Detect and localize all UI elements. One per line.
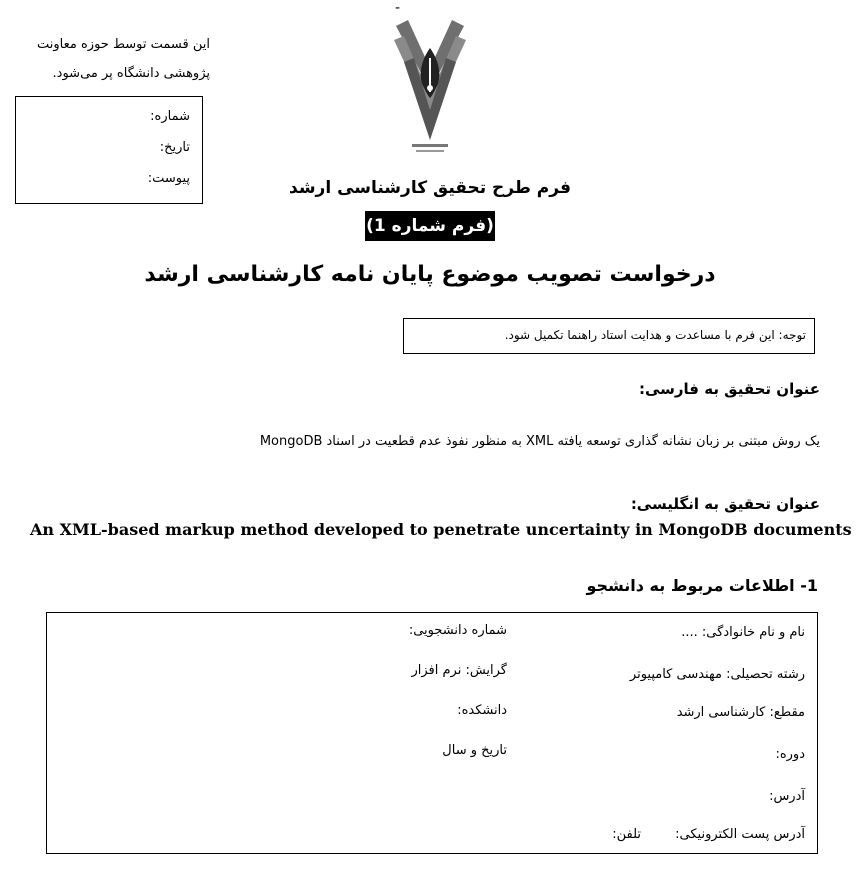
main-title: درخواست تصویب موضوع پایان نامه کارشناسی ارشد bbox=[144, 262, 716, 287]
notice-box: توجه: این فرم با مساعدت و هدایت استاد راهنما تکمیل شود. bbox=[403, 318, 815, 354]
office-use-note bbox=[10, 30, 210, 88]
course-label: دوره: bbox=[775, 747, 805, 762]
name-field-label: نام و نام خانوادگی: .... bbox=[681, 625, 805, 640]
office-note-line-2: پژوهشی دانشگاه پر می‌شود. bbox=[52, 66, 210, 81]
english-title-value: An XML-based markup method developed to penetrate uncertainty in MongoDB documents bbox=[30, 520, 852, 539]
faculty-label: دانشکده: bbox=[457, 703, 507, 718]
email-label: آدرس پست الکترونیکی: bbox=[675, 827, 805, 842]
orientation-label: گرایش: نرم افزار bbox=[411, 663, 507, 678]
student-info-box bbox=[46, 612, 818, 854]
persian-title-value: یک روش مبتنی بر زبان نشانه گذاری توسعه یافته XML به منظور نفوذ عدم قطعیت در اسناد MongoDB bbox=[259, 434, 820, 449]
address-label: آدرس: bbox=[769, 789, 805, 804]
reference-box bbox=[15, 96, 203, 204]
top-mark: - bbox=[395, 0, 401, 16]
field-of-study-label: رشته تحصیلی: مهندسی کامپیوتر bbox=[629, 667, 805, 682]
ref-date-label: تاریخ: bbox=[159, 140, 190, 155]
english-title-label: عنوان تحقیق به انگلیسی: bbox=[630, 495, 820, 513]
persian-title-label: عنوان تحقیق به فارسی: bbox=[638, 380, 820, 398]
ref-attachment-label: پیوست: bbox=[147, 171, 190, 186]
form-title: فرم طرح تحقیق کارشناسی ارشد bbox=[289, 178, 571, 198]
student-section-heading: 1- اطلاعات مربوط به دانشجو bbox=[586, 576, 818, 595]
degree-label: مقطع: کارشناسی ارشد bbox=[676, 705, 805, 720]
ref-number-label: شماره: bbox=[150, 109, 190, 124]
form-number-badge: (فرم شماره 1) bbox=[365, 211, 495, 241]
year-label: تاریخ و سال bbox=[442, 743, 507, 758]
office-note-line-1: این قسمت توسط حوزه معاونت bbox=[36, 37, 210, 52]
university-logo-icon bbox=[390, 18, 470, 160]
student-id-label: شماره دانشجویی: bbox=[408, 623, 507, 638]
phone-label: تلفن: bbox=[612, 827, 641, 842]
